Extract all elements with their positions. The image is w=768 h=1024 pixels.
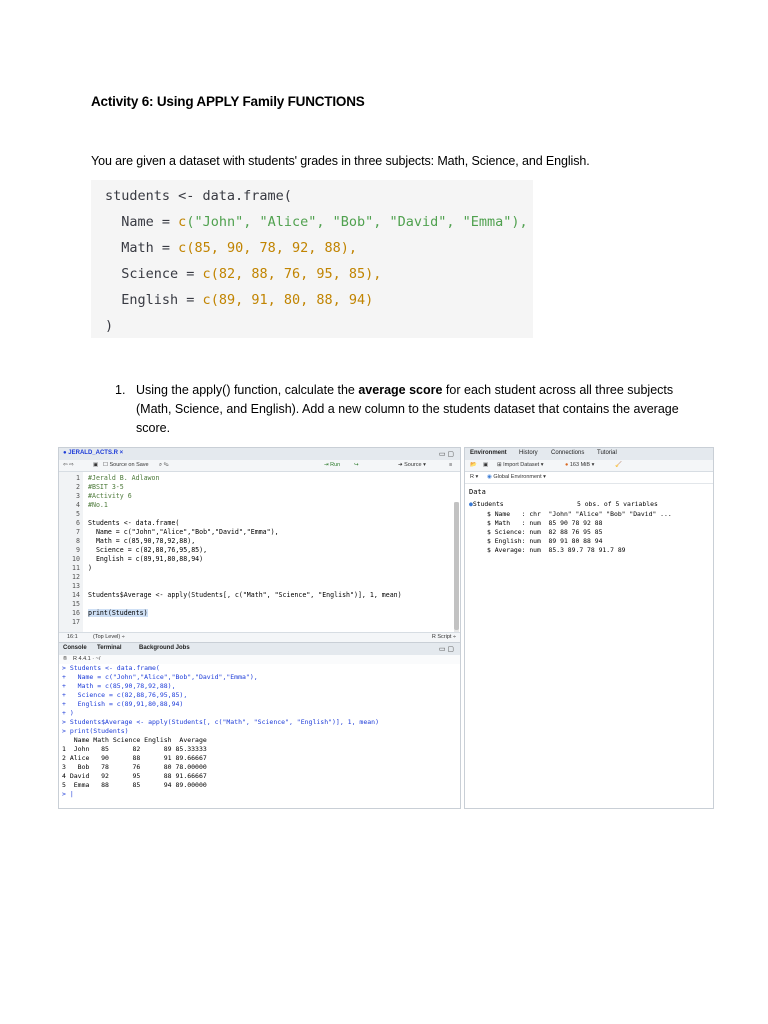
english-values: (89, 91, 80, 88, 94) [210,292,374,308]
code-line-6: ) [105,318,114,334]
console-prompt[interactable]: > | [62,790,74,798]
memory-usage[interactable]: ● 163 MiB ▾ [565,462,595,468]
broom-icon[interactable]: 🧹 [615,462,622,468]
save-icon[interactable]: ▣ [483,462,489,468]
env-var-row: $ Science: num 82 88 76 95 85 [487,528,603,536]
code-line-5: English = c(89, 91, 80, 88, 94) [121,292,374,308]
code-block [91,180,533,338]
code-line-2: Name = c("John", "Alice", "Bob", "David", "Emma"), [121,214,528,230]
tab-tutorial[interactable]: Tutorial [597,450,617,456]
editor-statusbar: 16:1 (Top Level) ÷ R Script ÷ [59,632,460,642]
scope-selector[interactable]: (Top Level) ÷ [93,634,125,640]
output-line: 4 David 92 95 88 91.66667 [62,772,207,780]
env-var-row: $ Average: num 85.3 89.7 78 91.7 89 [487,546,626,554]
console-line: + Name = c("John","Alice","Bob","David","Emma"), [62,673,258,681]
code-line-3: Math = c(85, 90, 78, 92, 88), [121,240,357,256]
env-var-row: $ Math : num 85 90 78 92 88 [487,519,603,527]
math-values: (85, 90, 78, 92, 88), [186,240,357,256]
env-var-row: $ English: num 89 91 80 88 94 [487,537,603,545]
expand-icon[interactable]: ● [469,500,473,508]
output-line: 1 John 85 82 89 85.33333 [62,745,207,753]
instruction-list [115,381,685,438]
save-icon[interactable]: ▣ [93,462,99,468]
output-line: Name Math Science English Average [62,736,207,744]
env-scope-bar [465,472,713,484]
env-object-row[interactable]: ●Students [469,500,504,508]
output-line: 2 Alice 90 88 91 89.66667 [62,754,207,762]
page-title: Activity 6: Using APPLY Family FUNCTIONS [91,94,365,109]
window-controls-icon[interactable]: ▭ ▢ [438,646,454,653]
menu-icon[interactable]: ≡ [449,462,453,468]
open-folder-icon[interactable]: 📂 [470,462,477,468]
rstudio-screenshot-environment [464,447,714,809]
tab-connections[interactable]: Connections [551,450,585,456]
source-button[interactable]: ➜ Source ▾ [398,462,426,468]
env-object-summary: 5 obs. of 5 variables [577,500,658,508]
filetype-selector[interactable]: R Script ÷ [431,634,456,640]
rstudio-screenshot-left [58,447,461,809]
console-line: + English = c(89,91,80,88,94) [62,700,184,708]
tab-background-jobs[interactable]: Background Jobs [139,645,190,651]
editor-toolbar [59,460,460,472]
list-marker: 1. [115,383,126,397]
rerun-icon[interactable]: ↪ [354,462,359,468]
output-line: 5 Emma 88 85 94 89.00000 [62,781,207,789]
window-controls-icon[interactable]: ▭ ▢ [438,451,454,458]
output-line: 3 Bob 78 76 80 78.00000 [62,763,207,771]
code-line-1: students <- data.frame( [105,188,292,204]
r-logo-icon: ® [63,656,68,662]
source-on-save-checkbox[interactable]: ☐ Source on Save [103,462,149,468]
tab-environment[interactable]: Environment [470,450,507,456]
intro-paragraph: You are given a dataset with students' grades in three subjects: Math, Science, and English. [91,154,590,168]
language-selector[interactable]: R ▾ [470,474,479,480]
code-editor[interactable]: 1 #Jerald B. Adlawon 2 #BSIT 3-5 3 #Activity 6 4 #No.1 5 6 Students <- data.frame( 7 Name = c("John","Alice","Bob","David","Emma"), 8 Math = c(85,90,78,92,88), 9 Science = c(82,88,76,95,85), 10 English = c(89,91,80,88,94) 11 ) 12 13 14 Students$Average <- apply(Students[, c("Math", "Science", "English")], 1, mean) 15 16 print(Students) 17 [59,472,460,632]
code-line-4: Science = c(82, 88, 76, 95, 85), [121,266,382,282]
environment-selector[interactable]: ◉ Global Environment ▾ [487,474,546,480]
console-line: + ) [62,709,74,717]
console-tabbar [59,642,460,656]
env-var-row: $ Name : chr "John" "Alice" "Bob" "David" ... [487,510,672,518]
run-button[interactable]: ⇥ Run [324,462,341,468]
editor-tab[interactable]: ● JERALD_ACTS.R × [63,450,124,456]
science-values: (82, 88, 76, 95, 85), [210,266,382,282]
nav-arrows-icon[interactable]: ⇦ ⇨ [63,462,74,468]
tab-console[interactable]: Console [63,645,87,651]
tab-history[interactable]: History [519,450,538,456]
console-line: > Students$Average <- apply(Students[, c("Math", "Science", "English")], 1, mean) [62,718,379,726]
list-item: Using the apply() function, calculate the average score for each student across all three subjects (Math, Science, and English). Add a new column to the students dataset that contains the average score. [136,383,679,435]
search-icon[interactable]: ⌕ ✎ [159,462,169,468]
emphasis-average-score: average score [358,383,443,397]
r-file-icon: ● [63,450,69,456]
env-toolbar [465,460,713,472]
import-dataset-button[interactable]: ⊞ Import Dataset ▾ [497,462,544,468]
console-line: + Science = c(82,88,76,95,85), [62,691,188,699]
name-values: ("John", "Alice", "Bob", "David", "Emma"), [186,214,528,230]
env-section-header: Data [469,488,486,496]
console-line: + Math = c(85,90,78,92,88), [62,682,176,690]
console-path: ® R 4.4.1 · ~/ [59,655,460,664]
console-line: > print(Students) [62,727,129,735]
editor-scrollbar[interactable] [454,502,459,647]
tab-terminal[interactable]: Terminal [97,645,122,651]
console-line: > Students <- data.frame( [62,664,160,672]
